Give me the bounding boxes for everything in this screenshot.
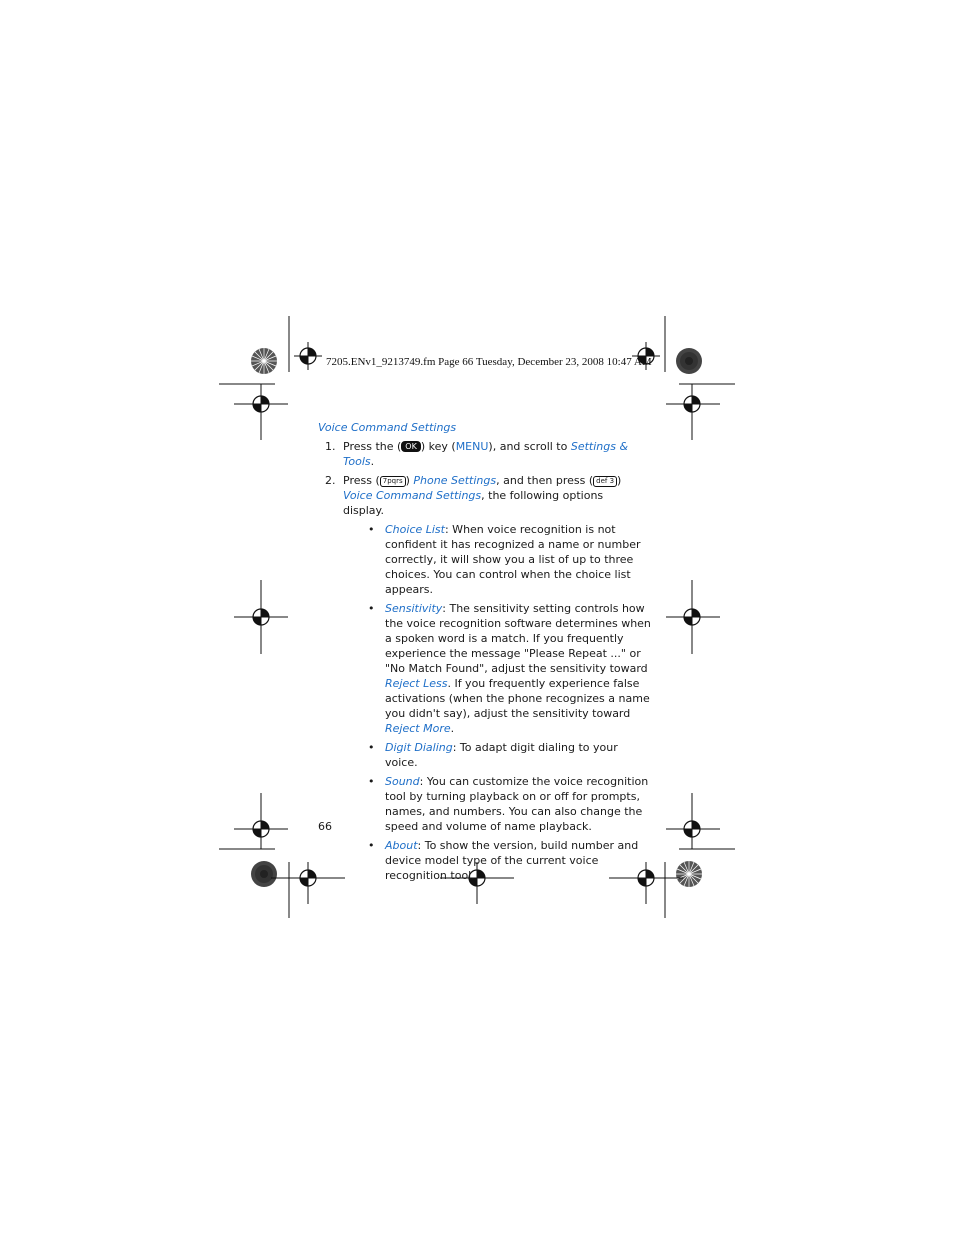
option-label: About [385,839,418,852]
registration-mark-icon [294,342,322,370]
settings-tools-link: Settings & Tools [343,440,629,468]
bullet-icon: • [368,775,375,788]
starburst-mark-icon [251,348,277,374]
starburst-mark-icon [676,348,702,374]
section-title: Voice Command Settings [318,421,457,434]
reject-more-link: Reject More [385,722,451,735]
key-3-icon: def 3 [593,476,617,487]
bullet-icon: • [368,741,375,754]
menu-key-label: MENU [455,440,489,453]
option-label: Digit Dialing [385,741,453,754]
ok-key-icon: OK [401,441,421,452]
list-item: • Choice List: When voice recognition is not confident it has recognized a name or number correctly, it will show you a list of up to three choices. You can control when the choice list appears. [368,523,641,596]
step-number: 2. [325,474,336,487]
options-list [343,522,651,883]
list-item: • Sound: You can customize the voice recognition tool by turning playback on or off for prompts, names, and numbers. You can also change the speed and volume of name playback. [368,775,649,833]
phone-settings-link: Phone Settings [413,474,497,487]
key-7-icon: 7pqrs [380,476,406,487]
bullet-icon: • [368,602,375,615]
voice-command-settings-link: Voice Command Settings [343,489,482,502]
step-1: 1. Press the ( OK ) key (MENU), and scroll to Settings & Tools. [325,440,629,468]
starburst-mark-icon [251,861,277,887]
page-number: 66 [318,820,332,833]
bullet-icon: • [368,839,375,852]
list-item: • Sensitivity: The sensitivity setting controls how the voice recognition software determines when a spoken word is a match. If you frequently experience the message "Please Repeat ..." or "No Match Found", adjust the sensitivity toward Reject Less. If you frequently experience false activations (when the phone recognizes a name you didn't say), adjust the sensitivity toward Reject More. [368,602,651,735]
page-content [318,420,651,887]
list-item: • About: To show the version, build number and device model type of the current voice recognition tool. [368,839,639,882]
starburst-mark-icon [676,861,702,887]
option-label: Sound [385,775,420,788]
step-2: 2. Press ( 7pqrs ) Phone Settings, and then press ( def 3 ) Voice Command Settings, the following options display. • Choice List: When voice recognition is not confident it has recognized a name or number correctly, it will show you a list of up to three choices. You can control when the choice list appears. • Sensitivity: The sensitivity setting controls how the voice recognition software determines when a spoken word is a match. If you frequently experience the message "Please Repeat ..." or "No Match Found", adjust the sensitivity toward Reject Less. If you frequently experience false activations (when the phone recognizes a name you didn't say), adjust the sensitivity toward Reject More. • Digit Dialing: To adapt digit dialing to your voice. • Sound: You can customize the voice recognition tool by turning playback on or off for prompts, names, and numbers. You can also change the speed and volume of name playback. • About: To show the version, build number and device model type of the current voice recognition tool. [325,474,651,882]
list-item: • Digit Dialing: To adapt digit dialing to your voice. [368,741,618,769]
bullet-icon: • [368,523,375,536]
option-label: Choice List [385,523,445,536]
reject-less-link: Reject Less [385,677,448,690]
step-number: 1. [325,440,336,453]
print-header-line: 7205.ENv1_9213749.fm Page 66 Tuesday, December 23, 2008 10:47 AM [326,356,652,368]
option-label: Sensitivity [385,602,443,615]
